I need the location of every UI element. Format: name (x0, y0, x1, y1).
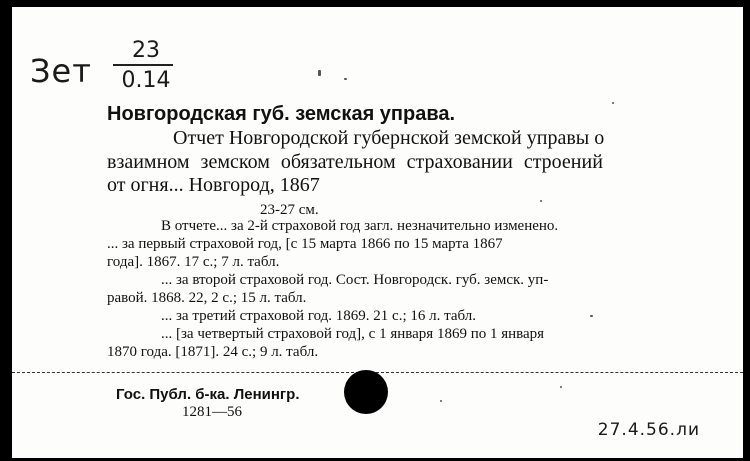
title-line: от огня... Новгород, 1867 (107, 174, 320, 196)
note-line: ... [за четвертый страховой год], с 1 января 1869 по 1 января (161, 326, 545, 342)
shelfmark-denominator: 0.14 (121, 68, 171, 93)
format-size: 23-27 см. (260, 202, 319, 218)
title-line: Отчет Новгородской губернской земской управы о (173, 127, 605, 149)
note-line: ... за второй страховой год. Сост. Новгородск. губ. земск. уп- (161, 272, 549, 288)
card-border-right (743, 0, 750, 461)
note-line: ... за первый страховой год, [с 15 марта 1866 по 15 марта 1867 (107, 236, 503, 252)
shelfmark-numerator: 23 (132, 38, 160, 63)
speck (590, 315, 593, 317)
speck (540, 200, 542, 202)
speck (440, 400, 442, 402)
note-line: 1870 года. [1871]. 24 с.; 9 л. табл. (107, 344, 319, 360)
speck (318, 70, 321, 76)
card-border-top (0, 0, 750, 7)
title-line: взаимном земском обязательном страховании строений (107, 151, 603, 173)
note-line: В отчете... за 2-й страховой год загл. незначительно изменено. (161, 218, 559, 234)
shelfmark-fraction-line (113, 64, 173, 66)
note-line: ... за третий страховой год. 1869. 21 с.; 16 л. табл. (161, 308, 477, 324)
speck (612, 102, 614, 104)
holding-library: Гос. Публ. б-ка. Ленингр. (116, 386, 300, 403)
shelfmark-prefix: Зет (30, 52, 92, 90)
speck (344, 78, 347, 80)
note-line: года]. 1867. 17 с.; 7 л. табл. (107, 254, 280, 270)
handwritten-code: 27.4.56.ли (597, 420, 700, 440)
note-line: равой. 1868. 22, 2 с.; 15 л. табл. (107, 290, 307, 306)
card-border-left (0, 0, 12, 461)
punch-hole (344, 370, 388, 414)
card-heading: Новгородская губ. земская управа. (107, 103, 456, 125)
holding-number: 1281—56 (182, 404, 242, 420)
speck (560, 386, 562, 388)
